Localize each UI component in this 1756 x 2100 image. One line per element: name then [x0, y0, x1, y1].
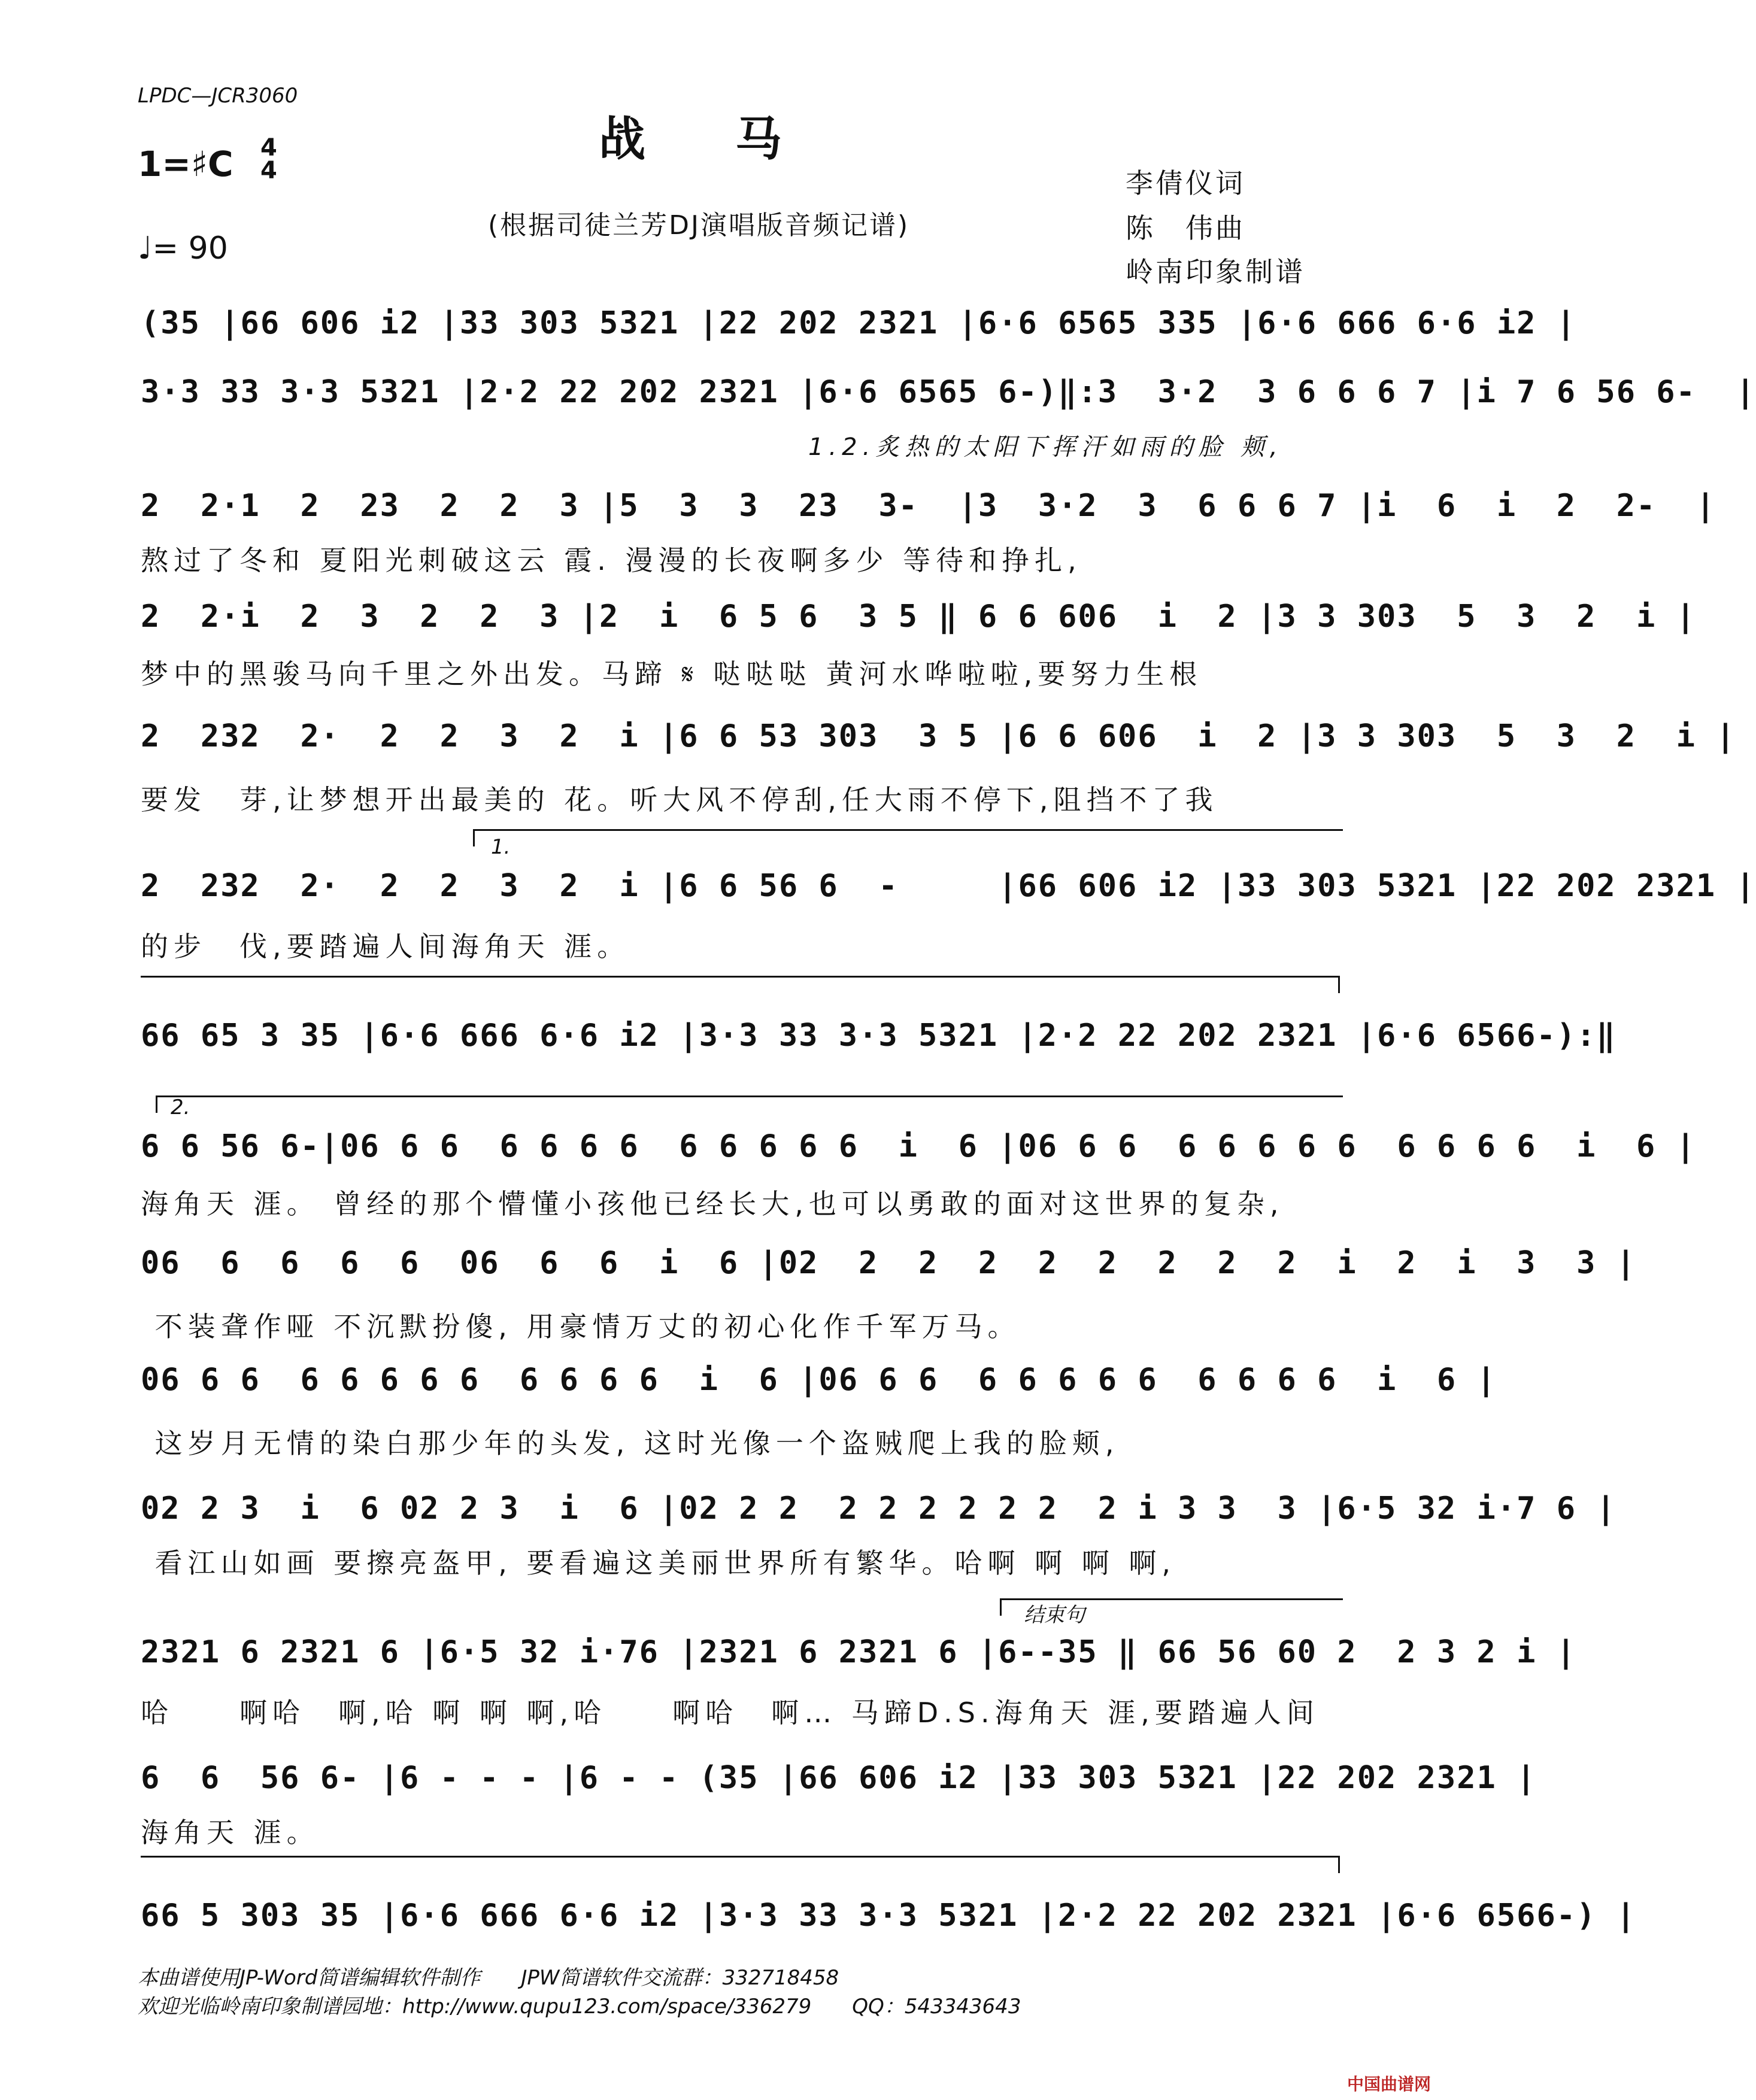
lyric-line-11: 看江山如画 要擦亮盔甲, 要看遍这美丽世界所有繁华。哈啊 啊 啊 啊, — [141, 1547, 1176, 1579]
composer-credit: 陈 伟曲 — [1126, 212, 1245, 244]
score-line-6: 2 232 2· 2 2 3 2 i |6 6 56 6 - |66 606 i2 |33 303 5321 |22 202 2321 | — [141, 868, 1756, 904]
score-line-5: 2 232 2· 2 2 3 2 i |6 6 53 303 3 5 |6 6 606 i 2 |3 3 303 5 3 2 i | — [141, 718, 1736, 754]
lyric-line-2: 1.2.炙热的太阳下挥汗如雨的脸 颊, — [808, 433, 1283, 461]
volta-2-label: 2. — [171, 1095, 190, 1119]
volta-1-label: 1. — [491, 835, 511, 859]
lyric-line-12: 哈 啊哈 啊,哈 啊 啊 啊,哈 啊哈 啊… 马蹄D.S.海角天 涯,要踏遍人间 — [141, 1697, 1320, 1729]
score-line-8: 6 6 56 6-|06 6 6 6 6 6 6 6 6 6 6 6 i 6 |06 6 6 6 6 6 6 6 6 6 6 6 i 6 | — [141, 1128, 1696, 1164]
meter-top: 4 — [260, 134, 277, 162]
lyric-line-3: 熬过了冬和 夏阳光刺破这云 霞. 漫漫的长夜啊多少 等待和挣扎, — [141, 544, 1082, 576]
lyric-line-10: 这岁月无情的染白那少年的头发, 这时光像一个盗贼爬上我的脸颊, — [141, 1427, 1120, 1459]
volta-bracket-2 — [156, 1095, 1343, 1113]
watermark-logo: 中国曲谱网 — [1347, 2074, 1432, 2094]
lyric-line-8: 海角天 涯。 曾经的那个懵懂小孩他已经长大,也可以勇敢的面对这世界的复杂, — [141, 1188, 1284, 1220]
footer-software-note: 本曲谱使用JP-Word简谱编辑软件制作 JPW简谱软件交流群：332718458 — [138, 1966, 839, 1990]
lyric-line-6: 的步 伐,要踏遍人间海角天 涯。 — [141, 930, 630, 963]
meter-bottom: 4 — [260, 157, 277, 184]
score-line-11: 02 2 3 i 6 02 2 3 i 6 |02 2 2 2 2 2 2 2 2 2 i 3 3 3 |6·5 32 i·7 6 | — [141, 1491, 1617, 1527]
time-signature — [260, 136, 277, 182]
key-signature: 1=♯C — [138, 144, 233, 184]
lyric-line-5: 要发 芽,让梦想开出最美的 花。听大风不停刮,任大雨不停下,阻挡不了我 — [141, 784, 1218, 816]
score-line-4: 2 2·i 2 3 2 2 3 |2 i 6 5 6 3 5 ‖ 6 6 606 i 2 |3 3 303 5 3 2 i | — [141, 599, 1696, 635]
song-title: 战马 — [599, 113, 872, 166]
score-line-3: 2 2·1 2 23 2 2 3 |5 3 3 23 3- |3 3·2 3 6 6 6 7 |i 6 i 2 2- | — [141, 488, 1716, 524]
score-code: LPDC—JCR3060 — [138, 84, 298, 108]
score-line-10: 06 6 6 6 6 6 6 6 6 6 6 6 i 6 |06 6 6 6 6 6 6 6 6 6 6 6 i 6 | — [141, 1362, 1497, 1398]
volta-bracket-final — [141, 1856, 1340, 1873]
arranger-credit: 岭南印象制谱 — [1126, 256, 1305, 288]
score-line-1: (35 |66 606 i2 |33 303 5321 |22 202 2321 |6·6 6565 335 |6·6 666 6·6 i2 | — [141, 305, 1577, 341]
footer-website-note: 欢迎光临岭南印象制谱园地：http://www.qupu123.com/space/336279 QQ：543343643 — [138, 1995, 1021, 2019]
tempo-marking: ♩= 90 — [138, 230, 228, 266]
lyric-line-4: 梦中的黑骏马向千里之外出发。马蹄 𝄋 哒哒哒 黄河水哗啦啦,要努力生根 — [141, 658, 1203, 690]
score-line-2: 3·3 33 3·3 5321 |2·2 22 202 2321 |6·6 6565 6-)‖:3 3·2 3 6 6 6 7 |i 7 6 56 6- | — [141, 374, 1756, 410]
score-line-7: 66 65 3 35 |6·6 666 6·6 i2 |3·3 33 3·3 5321 |2·2 22 202 2321 |6·6 6566-):‖ — [141, 1018, 1617, 1054]
score-line-14: 66 5 303 35 |6·6 666 6·6 i2 |3·3 33 3·3 5321 |2·2 22 202 2321 |6·6 6566-) | — [141, 1898, 1636, 1934]
lyric-line-13: 海角天 涯。 — [141, 1816, 320, 1849]
ending-label: 结束句 — [1024, 1603, 1085, 1627]
volta-bracket-continuation — [141, 976, 1340, 993]
subtitle: (根据司徒兰芳DJ演唱版音频记谱) — [488, 210, 910, 241]
score-line-13: 6 6 56 6- |6 - - - |6 - - (35 |66 606 i2 |33 303 5321 |22 202 2321 | — [141, 1760, 1537, 1796]
lyric-line-9: 不装聋作哑 不沉默扮傻, 用豪情万丈的初心化作千军万马。 — [141, 1310, 1021, 1343]
score-line-9: 06 6 6 6 6 06 6 6 i 6 |02 2 2 2 2 2 2 2 2 i 2 i 3 3 | — [141, 1245, 1636, 1281]
score-line-12: 2321 6 2321 6 |6·5 32 i·76 |2321 6 2321 6 |6--35 ‖ 66 56 60 2 2 3 2 i | — [141, 1634, 1577, 1670]
lyricist-credit: 李倩仪词 — [1126, 167, 1245, 199]
volta-bracket-1 — [473, 829, 1343, 846]
